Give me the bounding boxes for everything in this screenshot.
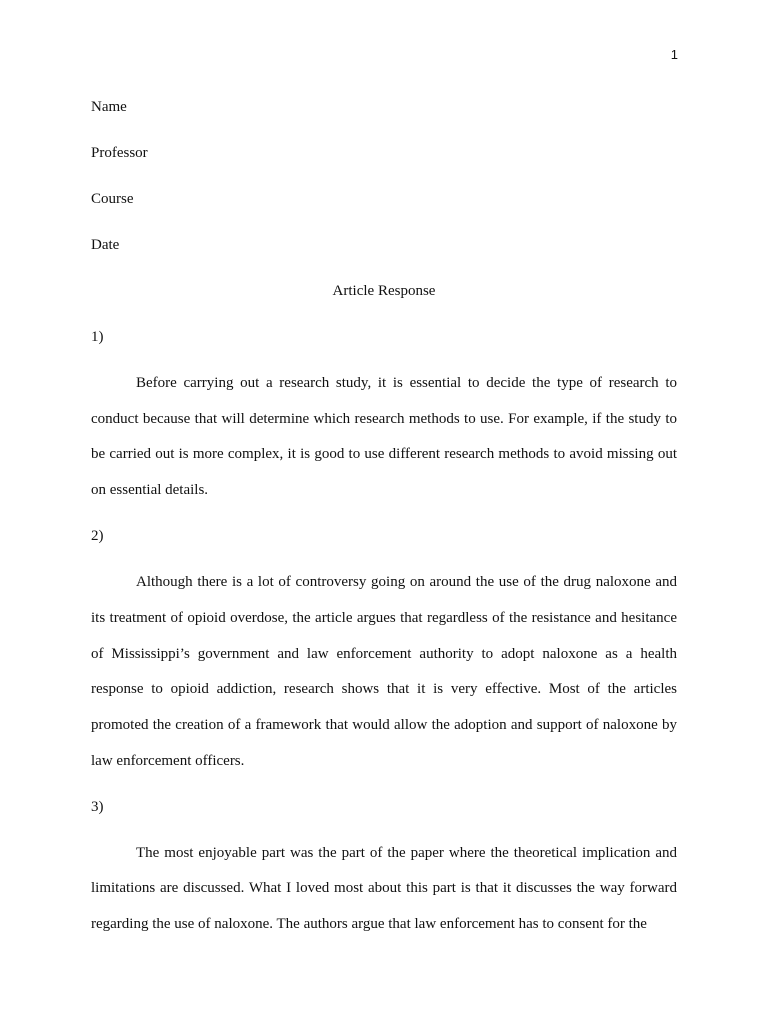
section-number-3: 3) — [91, 798, 104, 815]
page-number: 1 — [670, 47, 678, 62]
student-name: Name — [91, 99, 127, 115]
course-name: Course — [91, 191, 134, 207]
date: Date — [91, 237, 120, 253]
professor-name: Professor — [91, 145, 148, 161]
section-paragraph-1: Before carrying out a research study, it is essential to decide the type of research to conduct because that will determine which research methods to use. For example, if the study to be carried out is more complex, it is good to use different research methods to avoid missing out on essential details. — [91, 375, 677, 499]
document-body — [91, 90, 677, 943]
section-number-2: 2) — [91, 528, 104, 545]
section-paragraph-2: Although there is a lot of controversy going on around the use of the drug naloxone and its treatment of opioid overdose, the article argues that regardless of the resistance and hesitance of Mississippi’s government and law enforcement authority to adopt naloxone as a health response to opioid addiction, research shows that it is very effective. Most of the articles promoted the creation of a framework that would allow the adoption and support of naloxone by law enforcement officers. — [91, 574, 677, 769]
document-title: Article Response — [332, 283, 436, 299]
section-number-1: 1) — [91, 329, 104, 345]
section-paragraph-3: The most enjoyable part was the part of the paper where the theoretical implication and limitations are discussed. What I loved most about this part is that it discusses the way forward regarding the use of naloxone. The authors argue that law enforcement has to consent for the — [91, 844, 677, 933]
